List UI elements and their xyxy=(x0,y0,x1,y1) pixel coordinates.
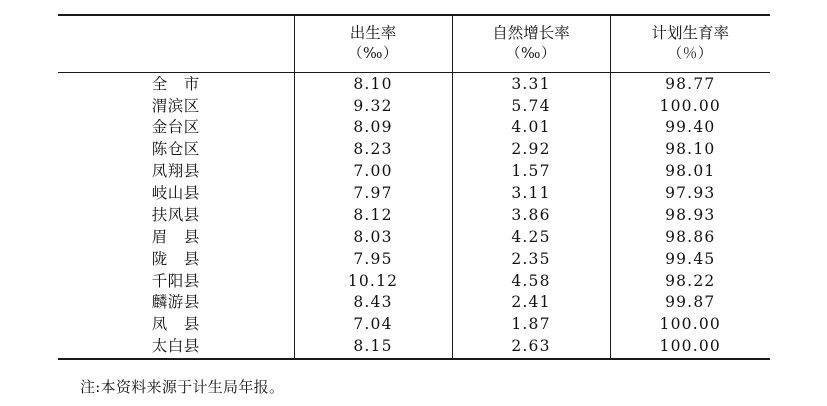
cell-planned-birth-rate: 99.40 xyxy=(610,117,770,139)
table-row xyxy=(58,161,770,183)
table-bottom-rule xyxy=(58,358,770,360)
table-row xyxy=(58,117,770,139)
cell-region: 眉 县 xyxy=(151,227,200,246)
cell-birth-rate: 8.12 xyxy=(294,205,452,227)
cell-region: 扶风县 xyxy=(151,205,200,224)
cell-region: 凤 县 xyxy=(151,315,200,334)
cell-planned-birth-rate: 97.93 xyxy=(610,183,770,205)
table-row xyxy=(58,227,770,249)
column-header-planned-birth-rate-label: 计划生育率 xyxy=(651,24,729,42)
cell-region: 太白县 xyxy=(151,337,200,356)
cell-region: 陇 县 xyxy=(151,249,200,268)
cell-region: 陈仓区 xyxy=(151,140,200,159)
cell-natural-growth-rate: 2.35 xyxy=(452,248,610,270)
column-header-natural-growth-rate xyxy=(452,16,610,72)
table-row xyxy=(58,139,770,161)
table-row xyxy=(58,183,770,205)
table-row xyxy=(58,270,770,292)
cell-planned-birth-rate: 100.00 xyxy=(610,95,770,117)
cell-natural-growth-rate: 2.41 xyxy=(452,292,610,314)
cell-planned-birth-rate: 98.01 xyxy=(610,161,770,183)
cell-planned-birth-rate: 98.86 xyxy=(610,227,770,249)
cell-planned-birth-rate: 100.00 xyxy=(610,336,770,358)
column-header-birth-rate xyxy=(294,16,452,72)
cell-planned-birth-rate: 98.93 xyxy=(610,205,770,227)
cell-natural-growth-rate: 2.63 xyxy=(452,336,610,358)
cell-birth-rate: 8.03 xyxy=(294,227,452,249)
cell-birth-rate: 9.32 xyxy=(294,95,452,117)
cell-planned-birth-rate: 98.77 xyxy=(610,73,770,95)
cell-birth-rate: 7.00 xyxy=(294,161,452,183)
table-row xyxy=(58,205,770,227)
cell-natural-growth-rate: 4.58 xyxy=(452,270,610,292)
cell-natural-growth-rate: 3.31 xyxy=(452,73,610,95)
table-row xyxy=(58,336,770,358)
cell-region: 千阳县 xyxy=(151,271,200,290)
cell-natural-growth-rate: 5.74 xyxy=(452,95,610,117)
cell-natural-growth-rate: 3.11 xyxy=(452,183,610,205)
cell-birth-rate: 7.97 xyxy=(294,183,452,205)
table-row xyxy=(58,292,770,314)
cell-birth-rate: 8.10 xyxy=(294,73,452,95)
cell-birth-rate: 8.43 xyxy=(294,292,452,314)
cell-planned-birth-rate: 99.45 xyxy=(610,248,770,270)
cell-natural-growth-rate: 4.01 xyxy=(452,117,610,139)
column-header-region xyxy=(58,16,294,72)
column-header-planned-birth-rate xyxy=(610,16,770,72)
cell-planned-birth-rate: 98.10 xyxy=(610,139,770,161)
table-header-row xyxy=(58,16,770,72)
cell-planned-birth-rate: 99.87 xyxy=(610,292,770,314)
cell-planned-birth-rate: 100.00 xyxy=(610,314,770,336)
table-note: 注:本资料来源于计生局年报。 xyxy=(80,377,285,396)
cell-region: 渭滨区 xyxy=(151,96,200,115)
column-header-birth-rate-unit: （‰） xyxy=(348,46,398,63)
cell-region: 金台区 xyxy=(151,118,200,137)
table-row xyxy=(58,95,770,117)
cell-planned-birth-rate: 98.22 xyxy=(610,270,770,292)
column-header-natural-growth-rate-unit: （‰） xyxy=(506,46,556,63)
cell-birth-rate: 8.09 xyxy=(294,117,452,139)
column-header-birth-rate-label: 出生率 xyxy=(349,24,397,42)
statistics-table-body xyxy=(58,73,770,357)
cell-natural-growth-rate: 4.25 xyxy=(452,227,610,249)
cell-natural-growth-rate: 2.92 xyxy=(452,139,610,161)
cell-natural-growth-rate: 3.86 xyxy=(452,205,610,227)
table-header xyxy=(58,16,770,72)
cell-natural-growth-rate: 1.87 xyxy=(452,314,610,336)
cell-birth-rate: 8.23 xyxy=(294,139,452,161)
cell-natural-growth-rate: 1.57 xyxy=(452,161,610,183)
table-row xyxy=(58,248,770,270)
cell-birth-rate: 10.12 xyxy=(294,270,452,292)
cell-region: 凤翔县 xyxy=(151,162,200,181)
column-header-natural-growth-rate-label: 自然增长率 xyxy=(492,24,570,42)
statistics-table xyxy=(58,16,770,72)
cell-region: 岐山县 xyxy=(151,184,200,203)
table-row xyxy=(58,314,770,336)
cell-birth-rate: 7.95 xyxy=(294,248,452,270)
cell-region: 全 市 xyxy=(151,74,200,93)
cell-region: 麟游县 xyxy=(151,293,200,312)
table-row xyxy=(58,73,770,95)
cell-birth-rate: 7.04 xyxy=(294,314,452,336)
table-body xyxy=(58,73,770,357)
cell-birth-rate: 8.15 xyxy=(294,336,452,358)
column-header-planned-birth-rate-unit: （％） xyxy=(667,46,713,63)
